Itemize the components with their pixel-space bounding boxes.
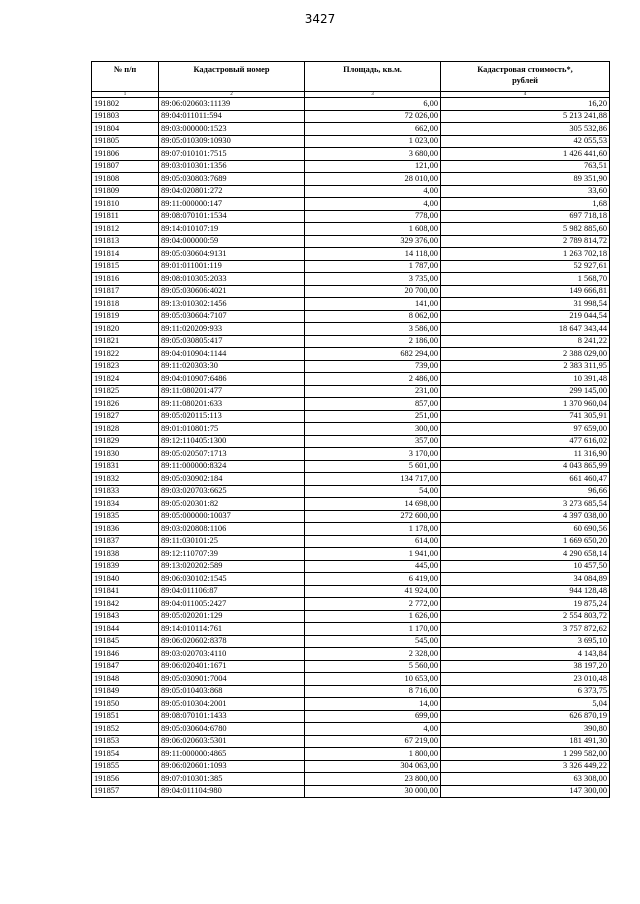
cell-index: 191821 xyxy=(92,335,159,348)
cell-cadastral-number: 89:13:010302:1456 xyxy=(159,298,305,311)
cell-cadastral-number: 89:05:010403:868 xyxy=(159,685,305,698)
cell-index: 191850 xyxy=(92,698,159,711)
cell-area: 614,00 xyxy=(305,535,441,548)
cell-cost: 5 213 241,88 xyxy=(441,110,610,123)
cell-index: 191841 xyxy=(92,585,159,598)
cell-cost: 2 789 814,72 xyxy=(441,235,610,248)
cell-area: 1 170,00 xyxy=(305,623,441,636)
header-cost-text: Кадастровая стоимость*, рублей xyxy=(477,65,573,85)
cell-area: 54,00 xyxy=(305,485,441,498)
table-row xyxy=(92,498,610,511)
cell-area: 2 186,00 xyxy=(305,335,441,348)
table-row xyxy=(92,260,610,273)
cell-area: 8 716,00 xyxy=(305,685,441,698)
table-row xyxy=(92,473,610,486)
cell-cost: 3 273 685,54 xyxy=(441,498,610,511)
table-row xyxy=(92,723,610,736)
cell-index: 191809 xyxy=(92,185,159,198)
cell-index: 191842 xyxy=(92,598,159,611)
cell-area: 1 800,00 xyxy=(305,748,441,761)
cell-index: 191854 xyxy=(92,748,159,761)
cell-index: 191825 xyxy=(92,385,159,398)
cell-index: 191823 xyxy=(92,360,159,373)
cell-cadastral-number: 89:04:010904:1144 xyxy=(159,348,305,361)
table-row xyxy=(92,773,610,786)
cell-cost: 33,60 xyxy=(441,185,610,198)
table-row xyxy=(92,585,610,598)
cell-cost: 10 457,50 xyxy=(441,560,610,573)
cell-area: 3 170,00 xyxy=(305,448,441,461)
cell-cadastral-number: 89:06:020603:11139 xyxy=(159,98,305,111)
cell-cadastral-number: 89:03:010301:1356 xyxy=(159,160,305,173)
cell-cadastral-number: 89:03:000000:1523 xyxy=(159,123,305,136)
cell-area: 545,00 xyxy=(305,635,441,648)
cell-index: 191812 xyxy=(92,223,159,236)
table-row xyxy=(92,398,610,411)
cell-index: 191855 xyxy=(92,760,159,773)
cell-cadastral-number: 89:06:020602:8378 xyxy=(159,635,305,648)
cell-cadastral-number: 89:01:011001:119 xyxy=(159,260,305,273)
cell-index: 191835 xyxy=(92,510,159,523)
cell-index: 191833 xyxy=(92,485,159,498)
cell-cost: 60 690,56 xyxy=(441,523,610,536)
table-row xyxy=(92,373,610,386)
cell-cost: 5,04 xyxy=(441,698,610,711)
cell-cadastral-number: 89:11:020303:30 xyxy=(159,360,305,373)
cell-cost: 3 757 872,62 xyxy=(441,623,610,636)
table-row xyxy=(92,660,610,673)
cell-cost: 305 532,86 xyxy=(441,123,610,136)
cell-area: 4,00 xyxy=(305,723,441,736)
cell-index: 191819 xyxy=(92,310,159,323)
cell-cadastral-number: 89:05:020301:82 xyxy=(159,498,305,511)
cell-cost: 1 426 441,60 xyxy=(441,148,610,161)
cell-area: 14 698,00 xyxy=(305,498,441,511)
table-row xyxy=(92,98,610,111)
cell-cost: 1 263 702,18 xyxy=(441,248,610,261)
cell-cost: 697 718,18 xyxy=(441,210,610,223)
table-row xyxy=(92,573,610,586)
cell-area: 41 924,00 xyxy=(305,585,441,598)
cell-index: 191844 xyxy=(92,623,159,636)
cell-cost: 477 616,02 xyxy=(441,435,610,448)
cell-area: 23 800,00 xyxy=(305,773,441,786)
cell-cadastral-number: 89:08:070101:1433 xyxy=(159,710,305,723)
table-row xyxy=(92,423,610,436)
cell-area: 1 178,00 xyxy=(305,523,441,536)
cell-index: 191810 xyxy=(92,198,159,211)
table-row xyxy=(92,235,610,248)
cell-index: 191829 xyxy=(92,435,159,448)
cell-cadastral-number: 89:12:110405:1300 xyxy=(159,435,305,448)
cell-area: 20 700,00 xyxy=(305,285,441,298)
cell-cost: 4 143,84 xyxy=(441,648,610,661)
table-row xyxy=(92,548,610,561)
cell-index: 191852 xyxy=(92,723,159,736)
cell-area: 272 600,00 xyxy=(305,510,441,523)
cell-cadastral-number: 89:04:011106:87 xyxy=(159,585,305,598)
cell-area: 304 063,00 xyxy=(305,760,441,773)
table-row xyxy=(92,123,610,136)
cell-cost: 4 397 038,00 xyxy=(441,510,610,523)
table-row xyxy=(92,148,610,161)
cell-area: 329 376,00 xyxy=(305,235,441,248)
cell-area: 3 586,00 xyxy=(305,323,441,336)
cell-index: 191803 xyxy=(92,110,159,123)
cell-index: 191837 xyxy=(92,535,159,548)
cell-cadastral-number: 89:04:020801:272 xyxy=(159,185,305,198)
cell-cost: 42 055,53 xyxy=(441,135,610,148)
table-row xyxy=(92,273,610,286)
cell-index: 191856 xyxy=(92,773,159,786)
cell-cadastral-number: 89:05:020201:129 xyxy=(159,610,305,623)
cell-area: 1 023,00 xyxy=(305,135,441,148)
table-row xyxy=(92,523,610,536)
cell-cadastral-number: 89:13:020202:589 xyxy=(159,560,305,573)
cell-cadastral-number: 89:11:000000:147 xyxy=(159,198,305,211)
cell-cadastral-number: 89:08:010305:2033 xyxy=(159,273,305,286)
cell-area: 682 294,00 xyxy=(305,348,441,361)
table-row xyxy=(92,698,610,711)
cell-area: 1 608,00 xyxy=(305,223,441,236)
cell-area: 121,00 xyxy=(305,160,441,173)
cell-area: 699,00 xyxy=(305,710,441,723)
cell-area: 8 062,00 xyxy=(305,310,441,323)
cell-cost: 2 383 311,95 xyxy=(441,360,610,373)
cell-area: 2 486,00 xyxy=(305,373,441,386)
cell-area: 357,00 xyxy=(305,435,441,448)
cell-area: 662,00 xyxy=(305,123,441,136)
cell-cost: 3 326 449,22 xyxy=(441,760,610,773)
cell-cost: 63 308,00 xyxy=(441,773,610,786)
cell-index: 191838 xyxy=(92,548,159,561)
cell-index: 191815 xyxy=(92,260,159,273)
cell-area: 2 772,00 xyxy=(305,598,441,611)
cell-index: 191832 xyxy=(92,473,159,486)
cell-area: 14,00 xyxy=(305,698,441,711)
cell-cadastral-number: 89:05:000000:10037 xyxy=(159,510,305,523)
cell-cost: 661 460,47 xyxy=(441,473,610,486)
cell-area: 1 941,00 xyxy=(305,548,441,561)
cell-index: 191828 xyxy=(92,423,159,436)
cell-index: 191836 xyxy=(92,523,159,536)
cell-cost: 741 305,91 xyxy=(441,410,610,423)
cell-cost: 34 084,89 xyxy=(441,573,610,586)
table-row xyxy=(92,410,610,423)
cell-cost: 97 659,00 xyxy=(441,423,610,436)
cell-area: 445,00 xyxy=(305,560,441,573)
cell-area: 251,00 xyxy=(305,410,441,423)
cell-cadastral-number: 89:11:080201:477 xyxy=(159,385,305,398)
cell-index: 191830 xyxy=(92,448,159,461)
cell-cost: 19 875,24 xyxy=(441,598,610,611)
cell-cost: 1 669 650,20 xyxy=(441,535,610,548)
table-row xyxy=(92,735,610,748)
cell-cost: 299 145,00 xyxy=(441,385,610,398)
cell-cadastral-number: 89:11:000000:4865 xyxy=(159,748,305,761)
cell-area: 231,00 xyxy=(305,385,441,398)
cell-cost: 147 300,00 xyxy=(441,785,610,798)
cell-cost: 2 554 803,72 xyxy=(441,610,610,623)
table-row xyxy=(92,635,610,648)
table-row xyxy=(92,173,610,186)
column-number: 2 xyxy=(159,92,305,98)
table-row xyxy=(92,298,610,311)
cell-cost: 10 391,48 xyxy=(441,373,610,386)
table-row xyxy=(92,135,610,148)
cell-area: 28 010,00 xyxy=(305,173,441,186)
header-index: № п/п xyxy=(92,62,159,92)
table-row xyxy=(92,198,610,211)
cell-cost: 23 010,48 xyxy=(441,673,610,686)
cell-index: 191816 xyxy=(92,273,159,286)
cell-cost: 8 241,22 xyxy=(441,335,610,348)
cell-index: 191851 xyxy=(92,710,159,723)
cell-area: 857,00 xyxy=(305,398,441,411)
table-row xyxy=(92,310,610,323)
table-row xyxy=(92,710,610,723)
cell-area: 1 626,00 xyxy=(305,610,441,623)
cell-cost: 181 491,30 xyxy=(441,735,610,748)
cell-index: 191804 xyxy=(92,123,159,136)
table-row xyxy=(92,610,610,623)
cell-cost: 2 388 029,00 xyxy=(441,348,610,361)
cell-area: 778,00 xyxy=(305,210,441,223)
cell-cadastral-number: 89:03:020703:4110 xyxy=(159,648,305,661)
table-row xyxy=(92,485,610,498)
table-row xyxy=(92,785,610,798)
cell-index: 191843 xyxy=(92,610,159,623)
header-area-text: Площадь, кв.м. xyxy=(343,65,402,74)
cell-index: 191831 xyxy=(92,460,159,473)
cell-cadastral-number: 89:08:070101:1534 xyxy=(159,210,305,223)
table-row xyxy=(92,335,610,348)
cell-index: 191805 xyxy=(92,135,159,148)
cell-area: 5 560,00 xyxy=(305,660,441,673)
cell-index: 191822 xyxy=(92,348,159,361)
cell-cadastral-number: 89:05:030604:7107 xyxy=(159,310,305,323)
cell-cost: 38 197,20 xyxy=(441,660,610,673)
cell-cadastral-number: 89:05:010309:10930 xyxy=(159,135,305,148)
cell-index: 191848 xyxy=(92,673,159,686)
table-row xyxy=(92,673,610,686)
table-row xyxy=(92,460,610,473)
cell-cadastral-number: 89:04:010907:6486 xyxy=(159,373,305,386)
cell-cost: 763,51 xyxy=(441,160,610,173)
cell-area: 141,00 xyxy=(305,298,441,311)
page-number: 3427 xyxy=(304,12,336,26)
cell-cadastral-number: 89:04:011104:980 xyxy=(159,785,305,798)
cell-cadastral-number: 89:05:020115:113 xyxy=(159,410,305,423)
cell-cadastral-number: 89:05:030805:417 xyxy=(159,335,305,348)
cell-area: 2 328,00 xyxy=(305,648,441,661)
cell-area: 67 219,00 xyxy=(305,735,441,748)
table-row xyxy=(92,285,610,298)
cell-cost: 52 927,61 xyxy=(441,260,610,273)
cell-index: 191814 xyxy=(92,248,159,261)
table-header-row xyxy=(92,62,610,92)
cell-cost: 1 299 582,00 xyxy=(441,748,610,761)
cell-cadastral-number: 89:05:030901:7004 xyxy=(159,673,305,686)
cell-area: 6 419,00 xyxy=(305,573,441,586)
cell-cost: 944 128,48 xyxy=(441,585,610,598)
cell-cadastral-number: 89:03:020703:6625 xyxy=(159,485,305,498)
cell-index: 191839 xyxy=(92,560,159,573)
table-row xyxy=(92,223,610,236)
cell-index: 191853 xyxy=(92,735,159,748)
cell-cost: 4 043 865,99 xyxy=(441,460,610,473)
table-row xyxy=(92,210,610,223)
table-row xyxy=(92,448,610,461)
cell-index: 191840 xyxy=(92,573,159,586)
cell-index: 191857 xyxy=(92,785,159,798)
cell-cadastral-number: 89:05:030604:6780 xyxy=(159,723,305,736)
cell-cadastral-number: 89:05:030606:4021 xyxy=(159,285,305,298)
cell-index: 191849 xyxy=(92,685,159,698)
table-row xyxy=(92,110,610,123)
cell-cost: 626 870,19 xyxy=(441,710,610,723)
cell-cadastral-number: 89:04:011005:2427 xyxy=(159,598,305,611)
cell-cost: 1 370 960,04 xyxy=(441,398,610,411)
cell-index: 191827 xyxy=(92,410,159,423)
cell-cost: 5 982 885,60 xyxy=(441,223,610,236)
cell-area: 3 735,00 xyxy=(305,273,441,286)
table-row xyxy=(92,185,610,198)
cell-cadastral-number: 89:14:010107:19 xyxy=(159,223,305,236)
cell-area: 72 026,00 xyxy=(305,110,441,123)
cell-index: 191834 xyxy=(92,498,159,511)
table-body xyxy=(92,98,610,798)
column-number: 4 xyxy=(441,92,610,98)
cell-cadastral-number: 89:05:030604:9131 xyxy=(159,248,305,261)
cell-index: 191811 xyxy=(92,210,159,223)
cell-area: 30 000,00 xyxy=(305,785,441,798)
cell-index: 191845 xyxy=(92,635,159,648)
cell-cadastral-number: 89:03:020808:1106 xyxy=(159,523,305,536)
table-row xyxy=(92,435,610,448)
cell-cost: 390,80 xyxy=(441,723,610,736)
table-row xyxy=(92,598,610,611)
table-row xyxy=(92,685,610,698)
cell-cost: 1,68 xyxy=(441,198,610,211)
table-row xyxy=(92,385,610,398)
table-row xyxy=(92,248,610,261)
cell-cadastral-number: 89:06:020601:1093 xyxy=(159,760,305,773)
cell-cost: 18 647 343,44 xyxy=(441,323,610,336)
cadastral-table xyxy=(91,61,610,798)
table-row xyxy=(92,323,610,336)
cell-cadastral-number: 89:01:010801:75 xyxy=(159,423,305,436)
cell-cadastral-number: 89:11:000000:8324 xyxy=(159,460,305,473)
cell-index: 191818 xyxy=(92,298,159,311)
header-cost xyxy=(441,62,610,92)
column-number: 1 xyxy=(92,92,159,98)
table-row xyxy=(92,510,610,523)
cell-cadastral-number: 89:14:010114:761 xyxy=(159,623,305,636)
cell-index: 191802 xyxy=(92,98,159,111)
cell-cadastral-number: 89:06:030102:1545 xyxy=(159,573,305,586)
cell-cadastral-number: 89:05:030902:184 xyxy=(159,473,305,486)
table-row xyxy=(92,748,610,761)
table-row xyxy=(92,623,610,636)
header-cadastral-number: Кадастровый номер xyxy=(159,62,305,92)
cell-cadastral-number: 89:04:000000:59 xyxy=(159,235,305,248)
cell-index: 191813 xyxy=(92,235,159,248)
cell-area: 134 717,00 xyxy=(305,473,441,486)
cell-index: 191846 xyxy=(92,648,159,661)
cell-cost: 149 666,81 xyxy=(441,285,610,298)
cell-cost: 6 373,75 xyxy=(441,685,610,698)
cell-cost: 96,66 xyxy=(441,485,610,498)
cell-cadastral-number: 89:12:110707:39 xyxy=(159,548,305,561)
cell-cadastral-number: 89:06:020603:5301 xyxy=(159,735,305,748)
cell-index: 191824 xyxy=(92,373,159,386)
cell-area: 300,00 xyxy=(305,423,441,436)
cell-index: 191808 xyxy=(92,173,159,186)
cell-index: 191807 xyxy=(92,160,159,173)
cell-cadastral-number: 89:11:080201:633 xyxy=(159,398,305,411)
cell-area: 10 653,00 xyxy=(305,673,441,686)
cell-cost: 89 351,90 xyxy=(441,173,610,186)
table-row xyxy=(92,348,610,361)
cell-cost: 16,20 xyxy=(441,98,610,111)
cell-area: 4,00 xyxy=(305,198,441,211)
cell-cost: 31 998,54 xyxy=(441,298,610,311)
cell-area: 5 601,00 xyxy=(305,460,441,473)
cell-cost: 219 044,54 xyxy=(441,310,610,323)
cell-index: 191820 xyxy=(92,323,159,336)
cell-index: 191817 xyxy=(92,285,159,298)
table-row xyxy=(92,535,610,548)
cell-index: 191847 xyxy=(92,660,159,673)
cell-cadastral-number: 89:11:030101:25 xyxy=(159,535,305,548)
cell-cost: 4 290 658,14 xyxy=(441,548,610,561)
table-row xyxy=(92,360,610,373)
cell-index: 191806 xyxy=(92,148,159,161)
header-area xyxy=(305,62,441,92)
cell-area: 3 680,00 xyxy=(305,148,441,161)
cell-cadastral-number: 89:04:011011:594 xyxy=(159,110,305,123)
table-row xyxy=(92,760,610,773)
cell-area: 1 787,00 xyxy=(305,260,441,273)
cell-cadastral-number: 89:06:020401:1671 xyxy=(159,660,305,673)
table-row xyxy=(92,560,610,573)
cell-cadastral-number: 89:11:020209:933 xyxy=(159,323,305,336)
table-row xyxy=(92,648,610,661)
cell-cadastral-number: 89:05:030803:7689 xyxy=(159,173,305,186)
table-row xyxy=(92,160,610,173)
cell-area: 14 118,00 xyxy=(305,248,441,261)
cell-index: 191826 xyxy=(92,398,159,411)
cell-cadastral-number: 89:05:010304:2001 xyxy=(159,698,305,711)
cell-cadastral-number: 89:07:010301:385 xyxy=(159,773,305,786)
cell-cadastral-number: 89:05:020507:1713 xyxy=(159,448,305,461)
cell-cost: 1 568,70 xyxy=(441,273,610,286)
cell-cadastral-number: 89:07:010101:7515 xyxy=(159,148,305,161)
cell-cost: 3 695,10 xyxy=(441,635,610,648)
cell-area: 4,00 xyxy=(305,185,441,198)
cell-area: 739,00 xyxy=(305,360,441,373)
cell-area: 6,00 xyxy=(305,98,441,111)
cell-cost: 11 316,90 xyxy=(441,448,610,461)
column-number: 3 xyxy=(305,92,441,98)
